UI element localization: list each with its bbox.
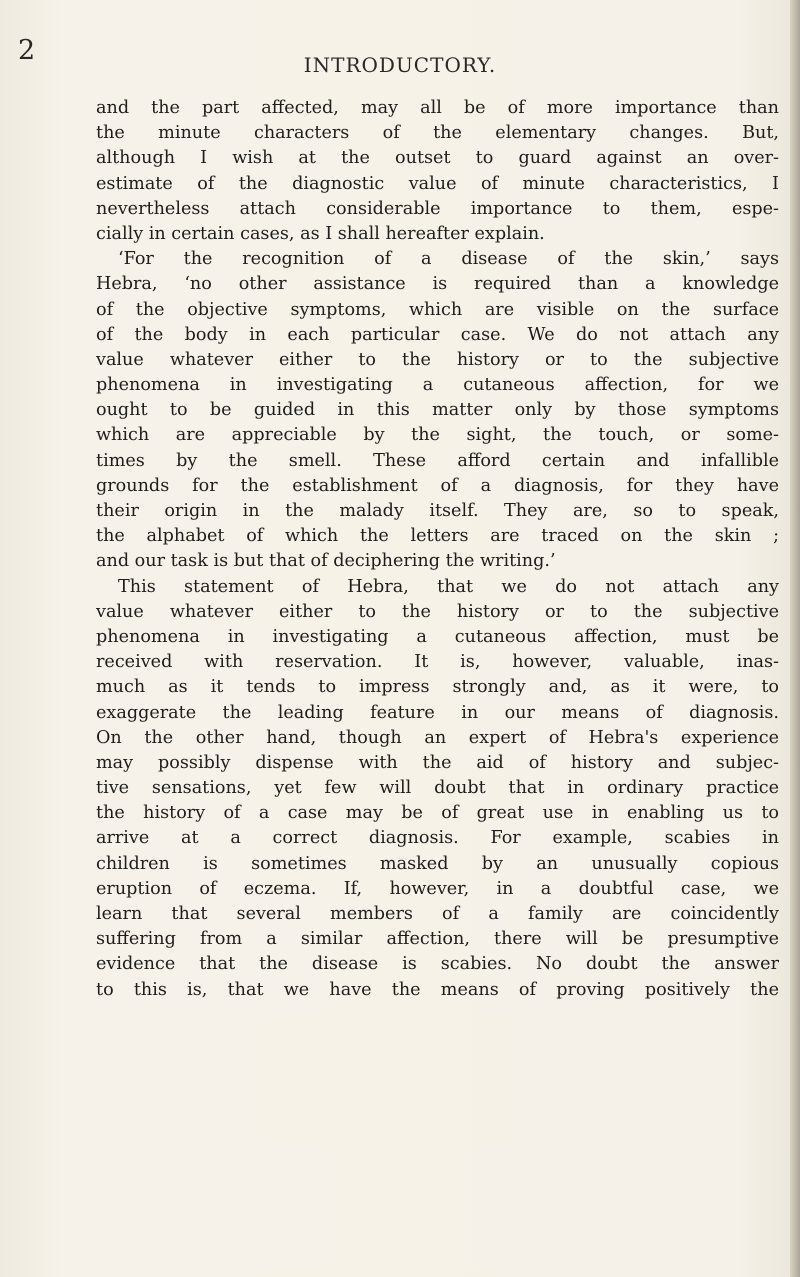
text-line: and the part affected, may all be of more importance than xyxy=(96,98,779,118)
text-line: which are appreciable by the sight, the touch, or some- xyxy=(96,425,779,446)
text-line: the alphabet of which the letters are traced on the skin ; xyxy=(96,526,779,547)
text-line: nevertheless attach considerable importance to them, espe- xyxy=(96,198,779,219)
text-line: received with reservation. It is, however, valuable, inas- xyxy=(96,652,779,673)
text-line: value whatever either to the history or to the subjective xyxy=(96,601,779,622)
text-line: tive sensations, yet few will doubt that in ordinary practice xyxy=(96,778,779,799)
text-line: exaggerate the leading feature in our means of diagnosis. xyxy=(96,702,779,723)
text-line: value whatever either to the history or to the subjective xyxy=(96,349,779,370)
text-line: children is sometimes masked by an unusually copious xyxy=(96,853,779,874)
text-line: phenomena in investigating a cutaneous affection, must be xyxy=(96,626,779,647)
text-line: the minute characters of the elementary changes. But, xyxy=(96,123,779,144)
text-line: On the other hand, though an expert of Hebra's experience xyxy=(96,727,779,748)
text-line: although I wish at the outset to guard against an over- xyxy=(96,148,779,169)
text-line: of the objective symptoms, which are visible on the surface xyxy=(96,299,779,320)
text-line: learn that several members of a family are coincidently xyxy=(96,904,779,924)
text-line: This statement of Hebra, that we do not attach any xyxy=(118,576,779,597)
page-number: 2 xyxy=(18,35,36,66)
text-line: their origin in the malady itself. They are, so to speak, xyxy=(96,501,779,521)
text-line: the history of a case may be of great use in enabling us to xyxy=(96,803,779,824)
text-line: ‘For the recognition of a disease of the skin,’ says xyxy=(118,249,779,270)
text-line: suffering from a similar affection, there will be presumptive xyxy=(96,929,779,950)
text-line: grounds for the establishment of a diagnosis, for they have xyxy=(96,475,779,496)
text-line: may possibly dispense with the aid of history and subjec- xyxy=(96,752,779,773)
text-line: Hebra, ‘no other assistance is required than a knowledge xyxy=(96,274,779,295)
text-line: arrive at a correct diagnosis. For example, scabies in xyxy=(96,828,779,849)
text-line: cially in certain cases, as I shall hereafter explain. xyxy=(96,223,545,244)
text-line: much as it tends to impress strongly and, as it were, to xyxy=(96,677,779,698)
running-head: INTRODUCTORY. xyxy=(303,53,497,77)
text-line: eruption of eczema. If, however, in a doubtful case, we xyxy=(96,878,779,899)
text-line: and our task is but that of deciphering the writing.’ xyxy=(96,551,556,572)
text-line: to this is, that we have the means of proving positively the xyxy=(96,979,779,1000)
text-line: ought to be guided in this matter only by those symptoms xyxy=(96,400,779,421)
text-line: of the body in each particular case. We do not attach any xyxy=(96,324,779,345)
text-line: evidence that the disease is scabies. No doubt the answer xyxy=(96,954,779,975)
text-line: estimate of the diagnostic value of minute characteristics, I xyxy=(96,173,779,194)
body-text xyxy=(96,96,779,1003)
page-edge xyxy=(790,0,800,1277)
text-line: times by the smell. These afford certain and infallible xyxy=(96,450,779,471)
text-line: phenomena in investigating a cutaneous affection, for we xyxy=(96,375,779,396)
